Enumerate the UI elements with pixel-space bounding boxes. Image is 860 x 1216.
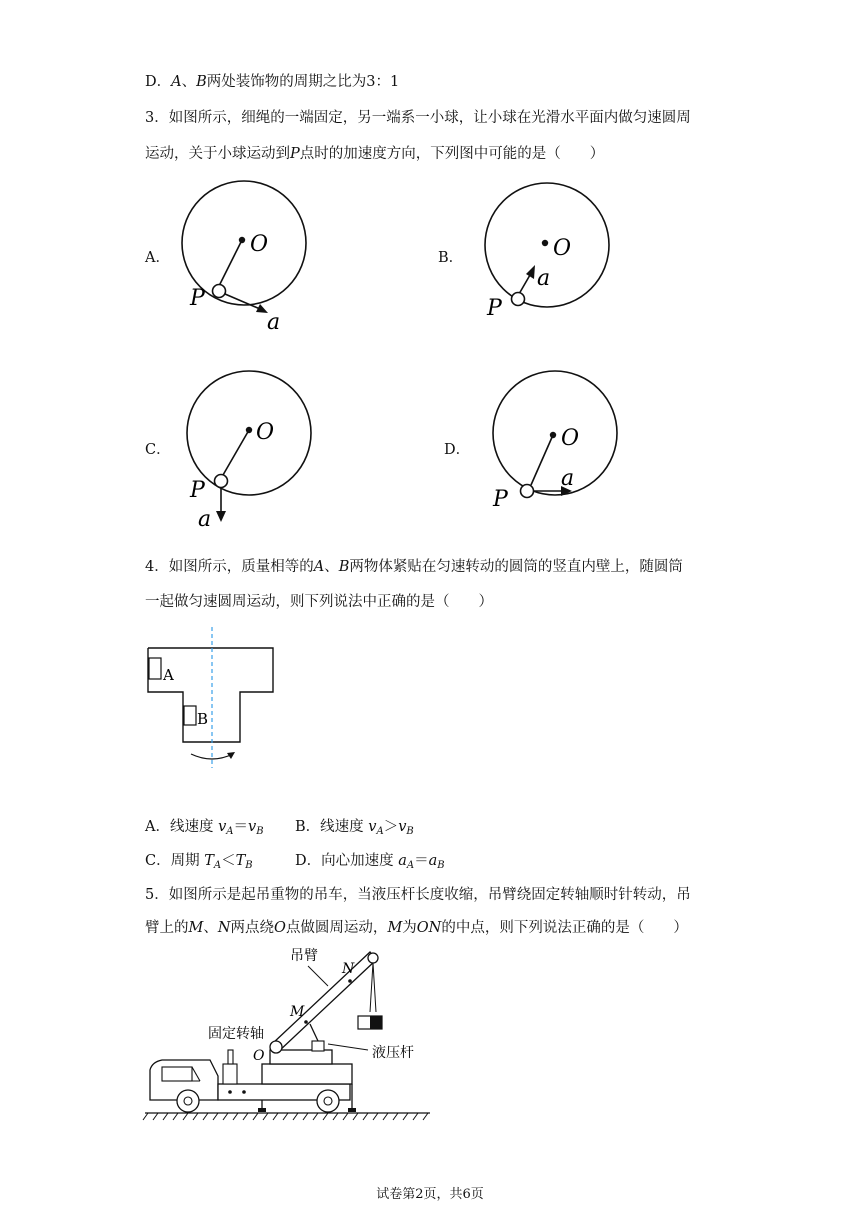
q5-stem-line2: 臂上的M、N两点绕O点做圆周运动，M为ON的中点，则下列说法正确的是（ ） [145,920,688,936]
accel-a-label: a [561,466,575,491]
pivot-label: 固定转轴 [208,1026,264,1042]
option-label: D． [145,74,172,90]
q3-figure-b [470,175,640,335]
center-o-label: O [250,232,269,257]
q3-figure-c [170,365,340,535]
point-o-label: O [253,1048,265,1064]
q3-option-c-label: C． [145,442,171,458]
point-m-label: M [290,1004,305,1020]
point-p-label: P [487,296,502,321]
accel-a-label: a [267,310,281,335]
q3-stem-line2: 运动，关于小球运动到P点时的加速度方向，下列图中可能的是（ ） [145,146,605,162]
q3-option-a-label: A． [145,250,170,266]
center-o-label: O [553,236,572,261]
q4-cylinder-figure [135,622,295,772]
block-a-label: A [163,666,174,684]
q2-option-d: D．A、B两处装饰物的周期之比为3：1 [145,74,400,90]
point-n-label: N [342,961,355,977]
arm-label: 吊臂 [290,948,318,964]
q5-stem-line1: 5．如图所示是起吊重物的吊车，当液压杆长度收缩，吊臂绕固定转轴顺时针转动，吊 [145,887,691,903]
q3-figure-a [170,175,340,335]
q3-stem-line1: 3．如图所示，细绳的一端固定，另一端系一小球，让小球在光滑水平面内做匀速圆周 [145,110,691,126]
cylinder-label: 液压杆 [372,1045,414,1061]
center-o-label: O [256,420,275,445]
q3-option-b-label: B． [438,250,464,266]
q4-option-a: A．线速度 $v_A=v_B$ [145,819,264,837]
q4-stem-line1: 4．如图所示，质量相等的A、B两物体紧贴在匀速转动的圆筒的竖直内壁上，随圆筒 [145,559,683,575]
q4-option-c: C．周期 $T_A<T_B$ [145,853,253,871]
block-b-label: B [197,710,209,728]
accel-a-label: a [537,266,551,291]
q3-option-d-label: D． [444,442,471,458]
point-p-label: P [493,487,508,512]
q4-option-b: B．线速度 $v_A>v_B$ [295,819,414,837]
page-footer: 试卷第2页，共6页 [376,1187,484,1202]
accel-a-label: a [198,507,212,532]
point-p-label: P [190,478,205,503]
point-p-label: P [190,286,205,311]
q5-crane-figure [140,940,450,1125]
center-o-label: O [561,426,580,451]
q4-stem-line2: 一起做匀速圆周运动，则下列说法中正确的是（ ） [145,594,493,610]
q3-figure-d [475,355,645,520]
q4-option-d: D．向心加速度 $a_A=a_B$ [295,853,445,871]
